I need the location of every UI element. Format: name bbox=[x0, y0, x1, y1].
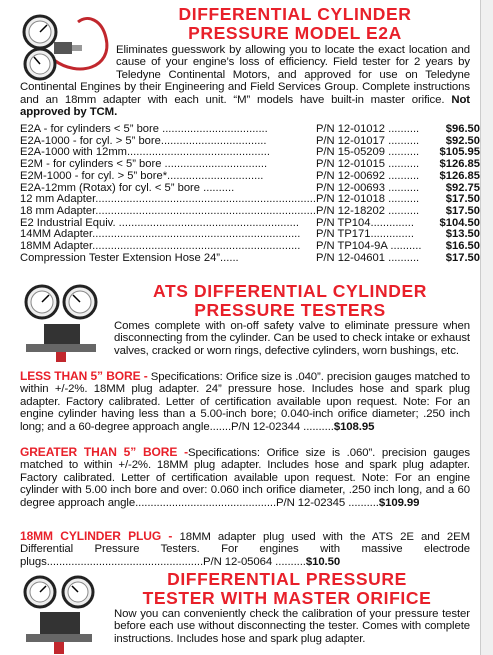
price-list-row bbox=[20, 206, 480, 218]
ats-greater-text: Specifications: Orifice size is .060”. precision gauges matched to within +/-2%. 18MM plug adapter. Includes hose and spark plug adapter. Factory calibrated. Letter of certification available upon request. Note: For an engine cylinder with 5.00 inch bore and over: 0.060 inch orifice diameter, .250 inch long, and a 60 degree approach angle..............................................P/N 12-02345 .......... bbox=[20, 447, 470, 509]
price-list-row bbox=[20, 253, 480, 265]
price-list-row bbox=[20, 136, 480, 148]
item-description: E2A-1000 with 12mm.............................................. bbox=[20, 147, 270, 159]
master-title-line1: DIFFERENTIAL PRESSURE bbox=[167, 569, 407, 589]
ats-plug-label: 18MM CYLINDER PLUG - bbox=[20, 529, 173, 543]
item-price: $96.50 bbox=[445, 123, 480, 135]
item-description: 18 mm Adapter....................................................................... bbox=[20, 205, 316, 217]
item-price: $92.50 bbox=[445, 134, 480, 147]
e2a-title-line1: DIFFERENTIAL CYLINDER bbox=[178, 4, 412, 24]
vertical-scrollbar[interactable] bbox=[480, 0, 493, 655]
ats-title bbox=[100, 282, 480, 320]
ats-greater-than-5-bore bbox=[20, 446, 470, 509]
item-price: $13.50 bbox=[445, 228, 480, 241]
item-part-number: P/N 12-00693 .......... bbox=[315, 182, 420, 194]
e2a-description bbox=[20, 44, 470, 118]
ats-tester-image bbox=[18, 282, 108, 364]
price-list-row bbox=[20, 171, 480, 183]
item-part-number: P/N 12-01017 .......... bbox=[315, 135, 420, 147]
ats-greater-label: GREATER THAN 5” BORE - bbox=[20, 445, 188, 459]
item-part-number: P/N 12-01012 .......... bbox=[315, 124, 420, 135]
item-description: E2 Industrial Equiv. .......................................................... bbox=[20, 217, 299, 229]
price-list-row bbox=[20, 183, 480, 195]
item-description: 14MM Adapter................................................................... bbox=[20, 229, 301, 241]
item-price: $17.50 bbox=[445, 204, 480, 217]
item-price: $92.75 bbox=[445, 181, 480, 194]
e2a-not-approved: Not approved by TCM. bbox=[20, 93, 470, 119]
ats-less-label: LESS THAN 5” BORE - bbox=[20, 369, 148, 383]
item-description: E2A - for cylinders < 5” bore .................................. bbox=[20, 124, 268, 135]
ats-less-than-5-bore bbox=[20, 370, 470, 433]
master-description-text: Now you can conveniently check the calibration of your pressure tester before each use without disconnecting the tester. Comes with complete instructions. Includes hose and spark plug adapter. bbox=[114, 608, 470, 645]
item-price: $16.50 bbox=[445, 240, 480, 253]
ats-title-line2: PRESSURE TESTERS bbox=[194, 300, 386, 320]
ats-title-line1: ATS DIFFERENTIAL CYLINDER bbox=[153, 281, 427, 301]
item-part-number: P/N 15-05209 .......... bbox=[315, 147, 420, 159]
ats-less-price: $108.95 bbox=[333, 420, 375, 433]
price-list-row bbox=[20, 124, 480, 136]
item-price: $126.85 bbox=[439, 169, 480, 182]
ats-plug-text: 18MM adapter plug used with the ATS 2E and 2EM Differential Pressure Testers. For engines with massive electrode plugs...................................................P/N 12-05064 .......... bbox=[20, 531, 471, 568]
item-description: 18MM Adapter................................................................... bbox=[20, 241, 301, 253]
item-part-number: P/N TP104.............. bbox=[315, 217, 414, 229]
item-part-number: P/N TP171.............. bbox=[315, 229, 414, 241]
item-part-number: P/N 12-00692 .......... bbox=[315, 170, 420, 182]
e2a-title-line2: PRESSURE MODEL E2A bbox=[188, 23, 402, 43]
item-part-number: P/N TP104-9A .......... bbox=[315, 241, 422, 253]
ats-greater-price: $109.99 bbox=[378, 496, 420, 509]
item-description: E2A-1000 - for cyl. > 5” bore.................................. bbox=[20, 135, 267, 147]
price-list-row bbox=[20, 218, 480, 230]
master-title-line2: TESTER WITH MASTER ORIFICE bbox=[142, 588, 432, 608]
item-price: $17.50 bbox=[445, 251, 480, 264]
price-list-row bbox=[20, 159, 480, 171]
price-list-row bbox=[20, 241, 480, 253]
item-part-number: P/N 12-04601 .......... bbox=[315, 252, 420, 264]
item-part-number: P/N 12-18202 .......... bbox=[315, 205, 420, 217]
item-description: 12 mm Adapter....................................................................... bbox=[20, 194, 316, 206]
master-description bbox=[114, 608, 470, 654]
item-price: $17.50 bbox=[445, 193, 480, 206]
item-price: $105.95 bbox=[439, 146, 480, 159]
ats-18mm-cylinder-plug bbox=[20, 530, 470, 568]
item-description: Compression Tester Extension Hose 24”...... bbox=[20, 252, 239, 264]
e2a-title bbox=[120, 5, 470, 43]
item-description: E2M-1000 - for cyl. > 5” bore*............................... bbox=[20, 170, 264, 182]
master-title bbox=[102, 570, 472, 608]
e2a-price-list bbox=[20, 124, 480, 264]
item-price: $126.85 bbox=[439, 158, 480, 171]
price-list-row bbox=[20, 194, 480, 206]
item-part-number: P/N 12-01018 .......... bbox=[315, 194, 420, 206]
ats-less-text: Specifications: Orifice size is .040”. precision gauges matched to within +/-2%. 18MM plug adapter. 24” pressure hose. Includes hose and spark plug adapter. Factory calibrated. Letter of certification available upon request. Note: For an engine cylinder having less than a 5.00-inch bore; 0.040-inch orifice diameter; .250 inch long; and a 60-degree approach angle.......P/N 12-02344 .......... bbox=[20, 371, 470, 433]
price-list-row bbox=[20, 229, 480, 241]
master-orifice-tester-image bbox=[18, 572, 104, 655]
ats-intro-text: Comes complete with on-off safety valve to eliminate pressure when disconnecting from the cylinder. Can be used to check intake or exhaust valves, cracked or worn rings, defective cylinders, worn bushings, etc. bbox=[114, 320, 470, 357]
item-description: E2M - for cylinders < 5” bore ................................. bbox=[20, 159, 268, 171]
ats-intro bbox=[114, 320, 470, 357]
price-list-row bbox=[20, 147, 480, 159]
item-price: $104.50 bbox=[439, 216, 480, 229]
ats-plug-price: $10.50 bbox=[305, 555, 341, 568]
e2a-description-text: Eliminates guesswork by allowing you to locate the exact location and cause of your engine’s loss of efficiency. Field tester for 2 years by Teledyne Continental Motors, and approved for use on Teledyne Continental Engines by their Engineering and Field Services Group. Complete instructions and an 18mm adapter with each unit. “M” models have built-in master orifice. bbox=[20, 44, 470, 106]
item-part-number: P/N 12-01015 .......... bbox=[315, 159, 420, 171]
item-description: E2A-12mm (Rotax) for cyl. < 5” bore .......... bbox=[20, 182, 235, 194]
